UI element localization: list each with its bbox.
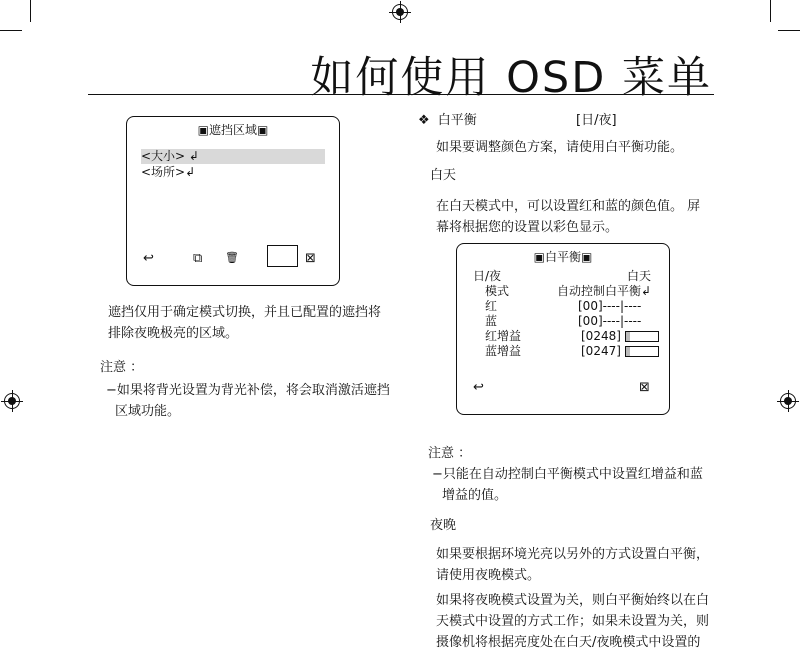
night-para-1 <box>436 544 709 586</box>
diamond-bullet-icon: ❖ <box>418 113 430 128</box>
osd-row-red-gain-label: 红增益 <box>485 329 522 343</box>
osd-menu-item-size[interactable]: <大小> ↲ <box>141 149 325 164</box>
section-header <box>418 110 718 131</box>
right-note <box>432 464 703 506</box>
osd-title: ▣遮挡区域▣ <box>197 123 269 137</box>
white-balance-osd-screen <box>456 243 670 415</box>
back-icon[interactable]: ↩ <box>473 380 484 395</box>
copy-icon[interactable]: ⧉ <box>193 251 203 266</box>
osd-title: ▣白平衡▣ <box>533 250 593 264</box>
crop-mark <box>778 30 800 31</box>
osd-row-blue-gain-label: 蓝增益 <box>485 344 522 358</box>
crop-mark <box>30 0 31 22</box>
night-para-2 <box>436 590 709 653</box>
text-line: 请使用夜晚模式。 <box>436 568 541 583</box>
text-line: 幕将根据您的设置以彩色显示。 <box>436 220 619 235</box>
title-rule <box>88 94 714 95</box>
crop-mark <box>0 30 22 31</box>
osd-row-mode-label: 模式 <box>485 284 510 298</box>
day-desc <box>436 196 700 238</box>
privacy-mask-osd-screen <box>126 116 340 286</box>
page-title: 如何使用 OSD 菜单 <box>310 53 712 103</box>
osd-menu-item-area[interactable]: <场所>↲ <box>141 165 196 179</box>
osd-row-blue-value[interactable]: [00]----|---- <box>578 314 642 328</box>
text-line: 如果将夜晚模式设置为关，则白平衡始终以在白 <box>436 593 710 608</box>
text-line: 摄像机将根据亮度处在白天/夜晚模式中设置的 <box>436 635 701 650</box>
text-line: 在白天模式中，可以设置红和蓝的颜色值。 屏 <box>436 199 701 214</box>
gain-bar[interactable] <box>625 346 659 357</box>
osd-row-blue-gain[interactable] <box>581 344 659 359</box>
osd-row-red-gain[interactable] <box>581 329 659 344</box>
gain-bar-fill <box>626 347 630 356</box>
osd-row-mode-value[interactable]: 自动控制白平衡↲ <box>556 284 651 298</box>
privacy-desc <box>108 302 381 344</box>
section-title: 白平衡 <box>437 113 477 128</box>
gain-bar-fill <box>626 332 630 341</box>
right-note-label: 注意 ： <box>428 446 472 461</box>
wb-intro: 如果要调整颜色方案，请使用白平衡功能。 <box>436 140 684 155</box>
mask-area-box[interactable] <box>267 245 298 267</box>
crop-mark <box>770 0 771 22</box>
back-icon[interactable]: ↩ <box>143 251 154 266</box>
registration-mark-left-icon <box>4 393 20 409</box>
close-icon[interactable]: ⊠ <box>639 380 650 395</box>
text-line: −只能在自动控制白平衡模式中设置红增益和蓝 <box>432 467 703 482</box>
gain-value: [0248] <box>581 329 621 343</box>
close-icon[interactable]: ⊠ <box>305 251 316 266</box>
left-note <box>106 380 390 422</box>
osd-row-red-label: 红 <box>485 299 498 313</box>
osd-row-daynight-value[interactable]: 白天 <box>626 269 651 283</box>
left-note-label: 注意 ： <box>100 360 144 375</box>
registration-mark-right-icon <box>780 393 796 409</box>
gain-value: [0247] <box>581 344 621 358</box>
gain-bar[interactable] <box>625 331 659 342</box>
day-heading: 白天 <box>430 168 457 183</box>
osd-row-blue-label: 蓝 <box>485 314 498 328</box>
delete-icon[interactable]: 🗑 <box>225 251 239 264</box>
text-line: 遮挡仅用于确定模式切换，并且已配置的遮挡将 <box>108 305 382 320</box>
text-line: 增益的值。 <box>442 488 508 503</box>
text-line: 如果要根据环境光亮以另外的方式设置白平衡， <box>436 547 710 562</box>
registration-mark-top-icon <box>392 4 408 20</box>
osd-row-daynight-label: 日/夜 <box>473 269 502 283</box>
night-heading: 夜晚 <box>430 518 457 533</box>
section-tag: [日/夜] <box>576 113 617 128</box>
text-line: 排除夜晚极亮的区域。 <box>108 326 239 341</box>
text-line: 区域功能。 <box>115 404 181 419</box>
text-line: 天模式中设置的方式工作；如果未设置为关，则 <box>436 614 710 629</box>
text-line: −如果将背光设置为背光补偿，将会取消激活遮挡 <box>106 383 390 398</box>
osd-row-red-value[interactable]: [00]----|---- <box>578 299 642 313</box>
